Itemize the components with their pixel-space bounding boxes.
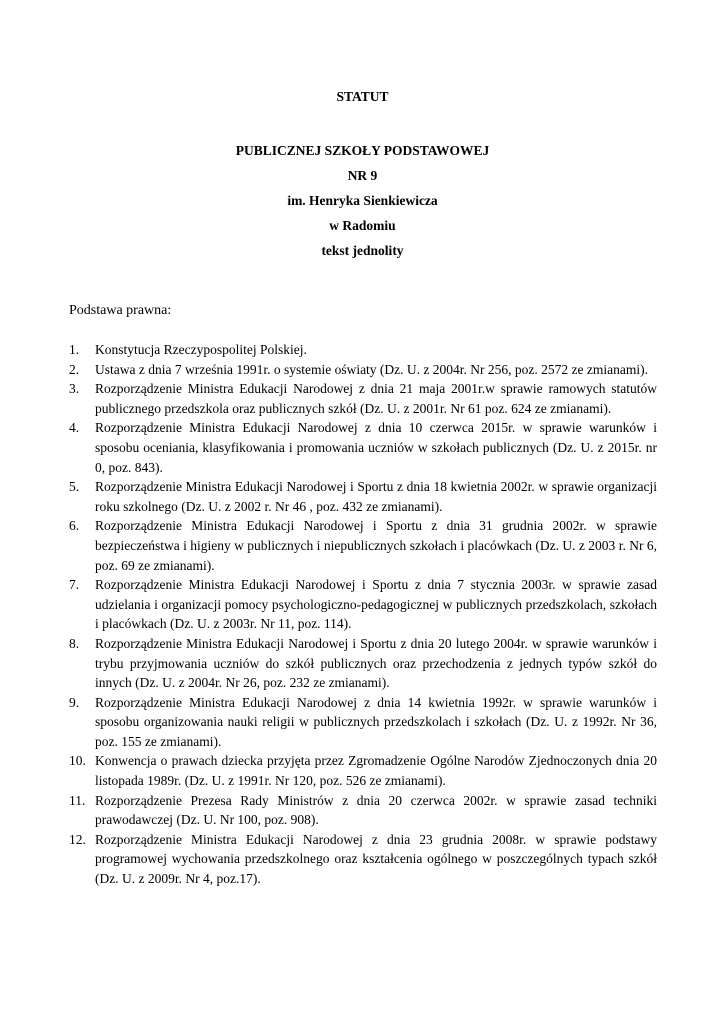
legal-basis-item	[69, 418, 657, 477]
item-number: 4.	[69, 420, 80, 436]
item-text: Rozporządzenie Prezesa Rady Ministrów z dnia 20 czerwca 2002r. w sprawie zasad techniki prawodawczej (Dz. U. Nr 100, poz. 908).	[95, 792, 657, 828]
legal-basis-item	[69, 379, 657, 418]
item-number: 12.	[69, 831, 86, 847]
legal-basis-item	[69, 340, 657, 360]
item-number: 2.	[69, 361, 80, 377]
legal-basis-item	[69, 477, 657, 516]
text-version-line: tekst jednolity	[321, 243, 404, 258]
legal-basis-item	[69, 830, 657, 889]
document-subtitle	[0, 138, 725, 263]
legal-basis-heading: Podstawa prawna:	[69, 303, 172, 318]
school-type-line: PUBLICZNEJ SZKOŁY PODSTAWOWEJ	[235, 143, 490, 158]
item-text: Ustawa z dnia 7 września 1991r. o systemie oświaty (Dz. U. z 2004r. Nr 256, poz. 2572 ze zmianami).	[95, 361, 648, 377]
item-number: 3.	[69, 381, 80, 397]
legal-basis-item	[69, 634, 657, 693]
item-text: Rozporządzenie Ministra Edukacji Narodowej z dnia 10 czerwca 2015r. w sprawie warunków i sposobu oceniania, klasyfikowania i promowania uczniów w szkołach publicznych (Dz. U. z 2015r. nr 0, poz. 843).	[95, 420, 657, 475]
item-text: Konwencja o prawach dziecka przyjęta przez Zgromadzenie Ogólne Narodów Zjednoczonych dnia 20 listopada 1989r. (Dz. U. z 1991r. Nr 120, poz. 526 ze zmianami).	[95, 753, 657, 789]
item-text: Konstytucja Rzeczypospolitej Polskiej.	[95, 342, 307, 357]
item-text: Rozporządzenie Ministra Edukacji Narodowej i Sportu z dnia 7 stycznia 2003r. w sprawie zasad udzielania i organizacji pomocy psychologiczno-pedagogicznej w publicznych przedszkolach, szkołach i placówkach (Dz. U. z 2003r. Nr 11, poz. 114).	[95, 577, 657, 632]
item-text: Rozporządzenie Ministra Edukacji Narodowej z dnia 14 kwietnia 1992r. w sprawie warunków i sposobu organizowania nauki religii w publicznych przedszkolach i szkołach (Dz. U. z 1992r. Nr 36, poz. 155 ze zmianami).	[95, 694, 657, 749]
legal-basis-item	[69, 575, 657, 634]
legal-basis-item	[69, 516, 657, 575]
document-title: STATUT	[336, 89, 389, 104]
item-number: 5.	[69, 479, 80, 495]
legal-basis-item	[69, 693, 657, 752]
school-city-line: w Radomiu	[329, 218, 396, 233]
item-number: 9.	[69, 694, 80, 710]
item-number: 7.	[69, 577, 80, 593]
legal-basis-list	[69, 340, 657, 889]
item-number: 6.	[69, 518, 80, 534]
item-text: Rozporządzenie Ministra Edukacji Narodowej z dnia 21 maja 2001r.w sprawie ramowych statutów publicznego przedszkola oraz publicznych szkół (Dz. U. z 2001r. Nr 61 poz. 624 ze zmianami).	[95, 381, 657, 416]
item-text: Rozporządzenie Ministra Edukacji Narodowej i Sportu z dnia 31 grudnia 2002r. w sprawie bezpieczeństwa i higieny w publicznych i niepublicznych szkołach i placówkach (Dz. U. z 2003 r. Nr 6, poz. 69 ze zmianami).	[95, 518, 657, 573]
item-text: Rozporządzenie Ministra Edukacji Narodowej i Sportu z dnia 20 lutego 2004r. w sprawie warunków i trybu przyjmowania uczniów do szkół publicznych oraz przechodzenia z jednych typów szkół do innych (Dz. U. z 2004r. Nr 26, poz. 232 ze zmianami).	[95, 635, 657, 691]
item-number: 11.	[69, 792, 86, 808]
school-patron-line: im. Henryka Sienkiewicza	[287, 193, 438, 208]
item-text: Rozporządzenie Ministra Edukacji Narodowej i Sportu z dnia 18 kwietnia 2002r. w sprawie organizacji roku szkolnego (Dz. U. z 2002 r. Nr 46 , poz. 432 ze zmianami).	[95, 479, 657, 514]
item-number: 10.	[69, 753, 86, 769]
legal-basis-item	[69, 360, 657, 380]
item-text: Rozporządzenie Ministra Edukacji Narodowej z dnia 23 grudnia 2008r. w sprawie podstawy programowej wychowania przedszkolnego oraz kształcenia ogólnego w poszczególnych typach szkół (Dz. U. z 2009r. Nr 4, poz.17).	[95, 831, 657, 887]
legal-basis-item	[69, 751, 657, 790]
item-number: 8.	[69, 635, 80, 651]
school-number-line: NR 9	[347, 168, 378, 183]
legal-basis-item	[69, 791, 657, 830]
item-number: 1.	[69, 342, 80, 357]
